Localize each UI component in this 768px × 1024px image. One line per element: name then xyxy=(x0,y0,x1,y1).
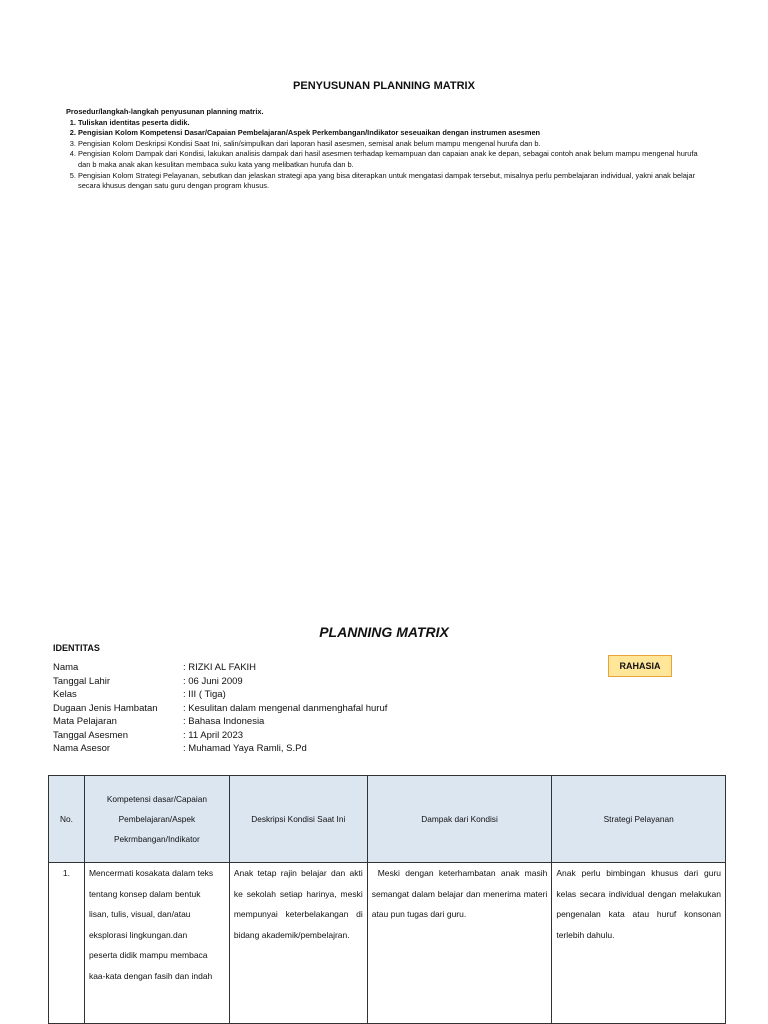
cell-strategi: Anak perlu bimbingan khusus dari guru kelas secara individual dengan melakukan pengenalan kata atau huruf konsonan terlebih dahulu. xyxy=(552,863,726,1024)
identity-value: : 11 April 2023 xyxy=(183,729,244,741)
header-kompetensi: Kompetensi dasar/Capaian Pembelajaran/Aspek Pekrmbangan/Indikator xyxy=(84,776,229,863)
header-strategi: Strategi Pelayanan xyxy=(552,776,726,863)
header-dampak: Dampak dari Kondisi xyxy=(367,776,552,863)
identity-value: : Kesulitan dalam mengenal danmenghafal huruf xyxy=(183,702,388,714)
procedure-step: 2. Pengisian Kolom Kompetensi Dasar/Capaian Pembelajaran/Aspek Perkembangan/Indikator seseuaikan dengan instrumen asesmen xyxy=(78,128,706,139)
matrix-title: PLANNING MATRIX xyxy=(319,624,449,640)
cell-dampak: Meski dengan keterhambatan anak masih semangat dalam belajar dan menerima materi atau pun tugas dari guru. xyxy=(367,863,552,1024)
header-deskripsi: Deskripsi Kondisi Saat Ini xyxy=(229,776,367,863)
identity-label: Nama xyxy=(53,662,79,673)
planning-matrix-table xyxy=(48,775,726,1024)
cell-kompetensi: Mencermati kosakata dalam teks tentang konsep dalam bentuk lisan, tulis, visual, dan/atau eksplorasi lingkungan.dan peserta didik mampu membaca kaa-kata dengan fasih dan indah xyxy=(84,863,229,1024)
identity-label: Mata Pelajaran xyxy=(53,716,117,727)
table-row xyxy=(49,863,726,1024)
identity-value: : Bahasa Indonesia xyxy=(183,716,265,727)
cell-no: 1. xyxy=(49,863,85,1024)
identity-label: Tanggal Lahir xyxy=(53,675,111,687)
identity-label: Tanggal Asesmen xyxy=(53,729,128,741)
procedure-section xyxy=(66,107,706,192)
identity-label: Dugaan Jenis Hambatan xyxy=(53,702,158,714)
procedure-step: 5. Pengisian Kolom Strategi Pelayanan, sebutkan dan jelaskan strategi apa yang bisa diterapkan untuk mengatasi dampak tersebut, misalnya perlu pembelajaran individual, yakni anak belajar secara khusus dengan satu guru dengan program khusus. xyxy=(78,171,706,192)
page-title: PENYUSUNAN PLANNING MATRIX xyxy=(293,80,475,92)
identity-value: : 06 Juni 2009 xyxy=(183,675,243,687)
identity-label: Nama Asesor xyxy=(53,743,111,754)
identity-value: : Muhamad Yaya Ramli, S.Pd xyxy=(183,743,307,754)
identity-heading: IDENTITAS xyxy=(53,643,100,653)
identity-label: Kelas xyxy=(53,689,77,700)
procedure-intro: Prosedur/langkah-langkah penyusunan planning matrix. xyxy=(66,107,264,116)
procedure-step: 4. Pengisian Kolom Dampak dari Kondisi, lakukan analisis dampak dari hasil asesmen terhadap kemampuan dan capaian anak ke depan, sebagai contoh anak belum mampu mengenal hurufa dan b maka anak akan kesulitan membaca suku kata yang melibatkan hurufa dan b. xyxy=(78,149,706,170)
header-no: No. xyxy=(49,776,85,863)
identity-value: : III ( Tiga) xyxy=(183,689,226,700)
procedure-step: 3. Pengisian Kolom Deskripsi Kondisi Saat Ini, salin/simpulkan dari laporan hasil asesmen, semisal anak belum mampu mengenal hurufa dan b. xyxy=(78,139,706,150)
identity-value: : RIZKI AL FAKIH xyxy=(183,662,257,673)
procedure-step: 1. Tuliskan identitas peserta didik. xyxy=(78,118,706,129)
cell-deskripsi: Anak tetap rajin belajar dan akti ke sekolah setiap harinya, meski mempunyai keterbelakangan di bidang akademik/pembelajran. xyxy=(229,863,367,1024)
confidential-badge: RAHASIA xyxy=(608,655,672,677)
table-header-row xyxy=(49,776,726,863)
